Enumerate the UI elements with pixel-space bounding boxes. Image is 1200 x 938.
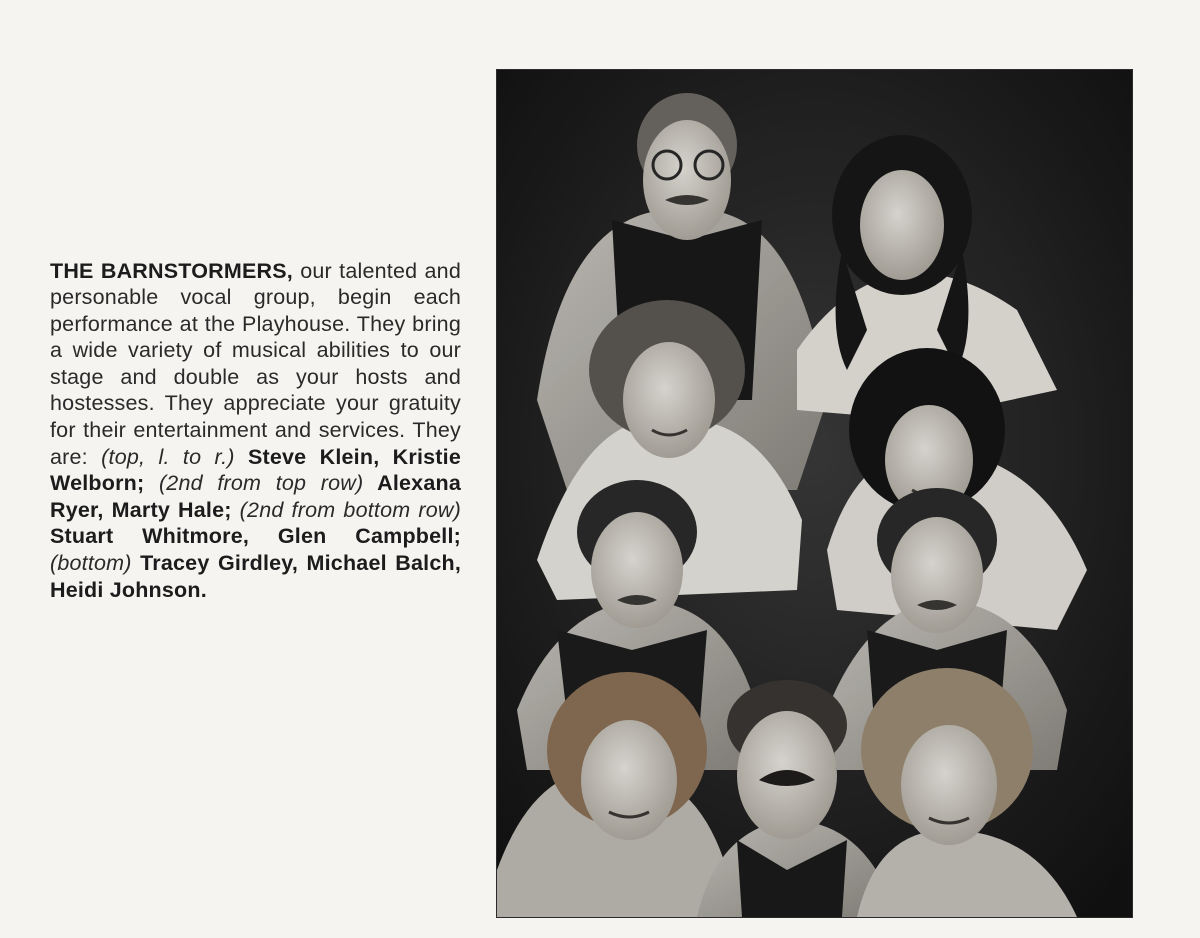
row-bottom-label: (bottom) bbox=[50, 551, 132, 576]
group-name: THE BARNSTORMERS, bbox=[50, 258, 293, 283]
row-top-label: (top, l. to r.) bbox=[101, 444, 235, 469]
group-photo bbox=[497, 70, 1132, 917]
photo-caption bbox=[50, 258, 461, 604]
row-top-names: Steve Klein, Kristie Welborn; bbox=[50, 444, 461, 496]
row-second-label: (2nd from top row) bbox=[144, 471, 364, 496]
row-second-names: Alexana Ryer, Marty Hale; bbox=[50, 471, 461, 522]
group-photo-image bbox=[497, 70, 1132, 917]
caption-intro: our talented and personable vocal group, begin each performance at the Playhouse. They bring a wide variety of musical abilities to our stage and double as your hosts and hostesses. They appreciate your gratuity for their entertainment and services. They are: bbox=[50, 258, 461, 469]
row-third-names: Stuart Whitmore, Glen Campbell; bbox=[50, 524, 461, 549]
row-third-label: (2nd from bottom row) bbox=[231, 497, 461, 522]
row-bottom-names: Tracey Girdley, Michael Balch, Heidi Johnson. bbox=[50, 551, 461, 602]
